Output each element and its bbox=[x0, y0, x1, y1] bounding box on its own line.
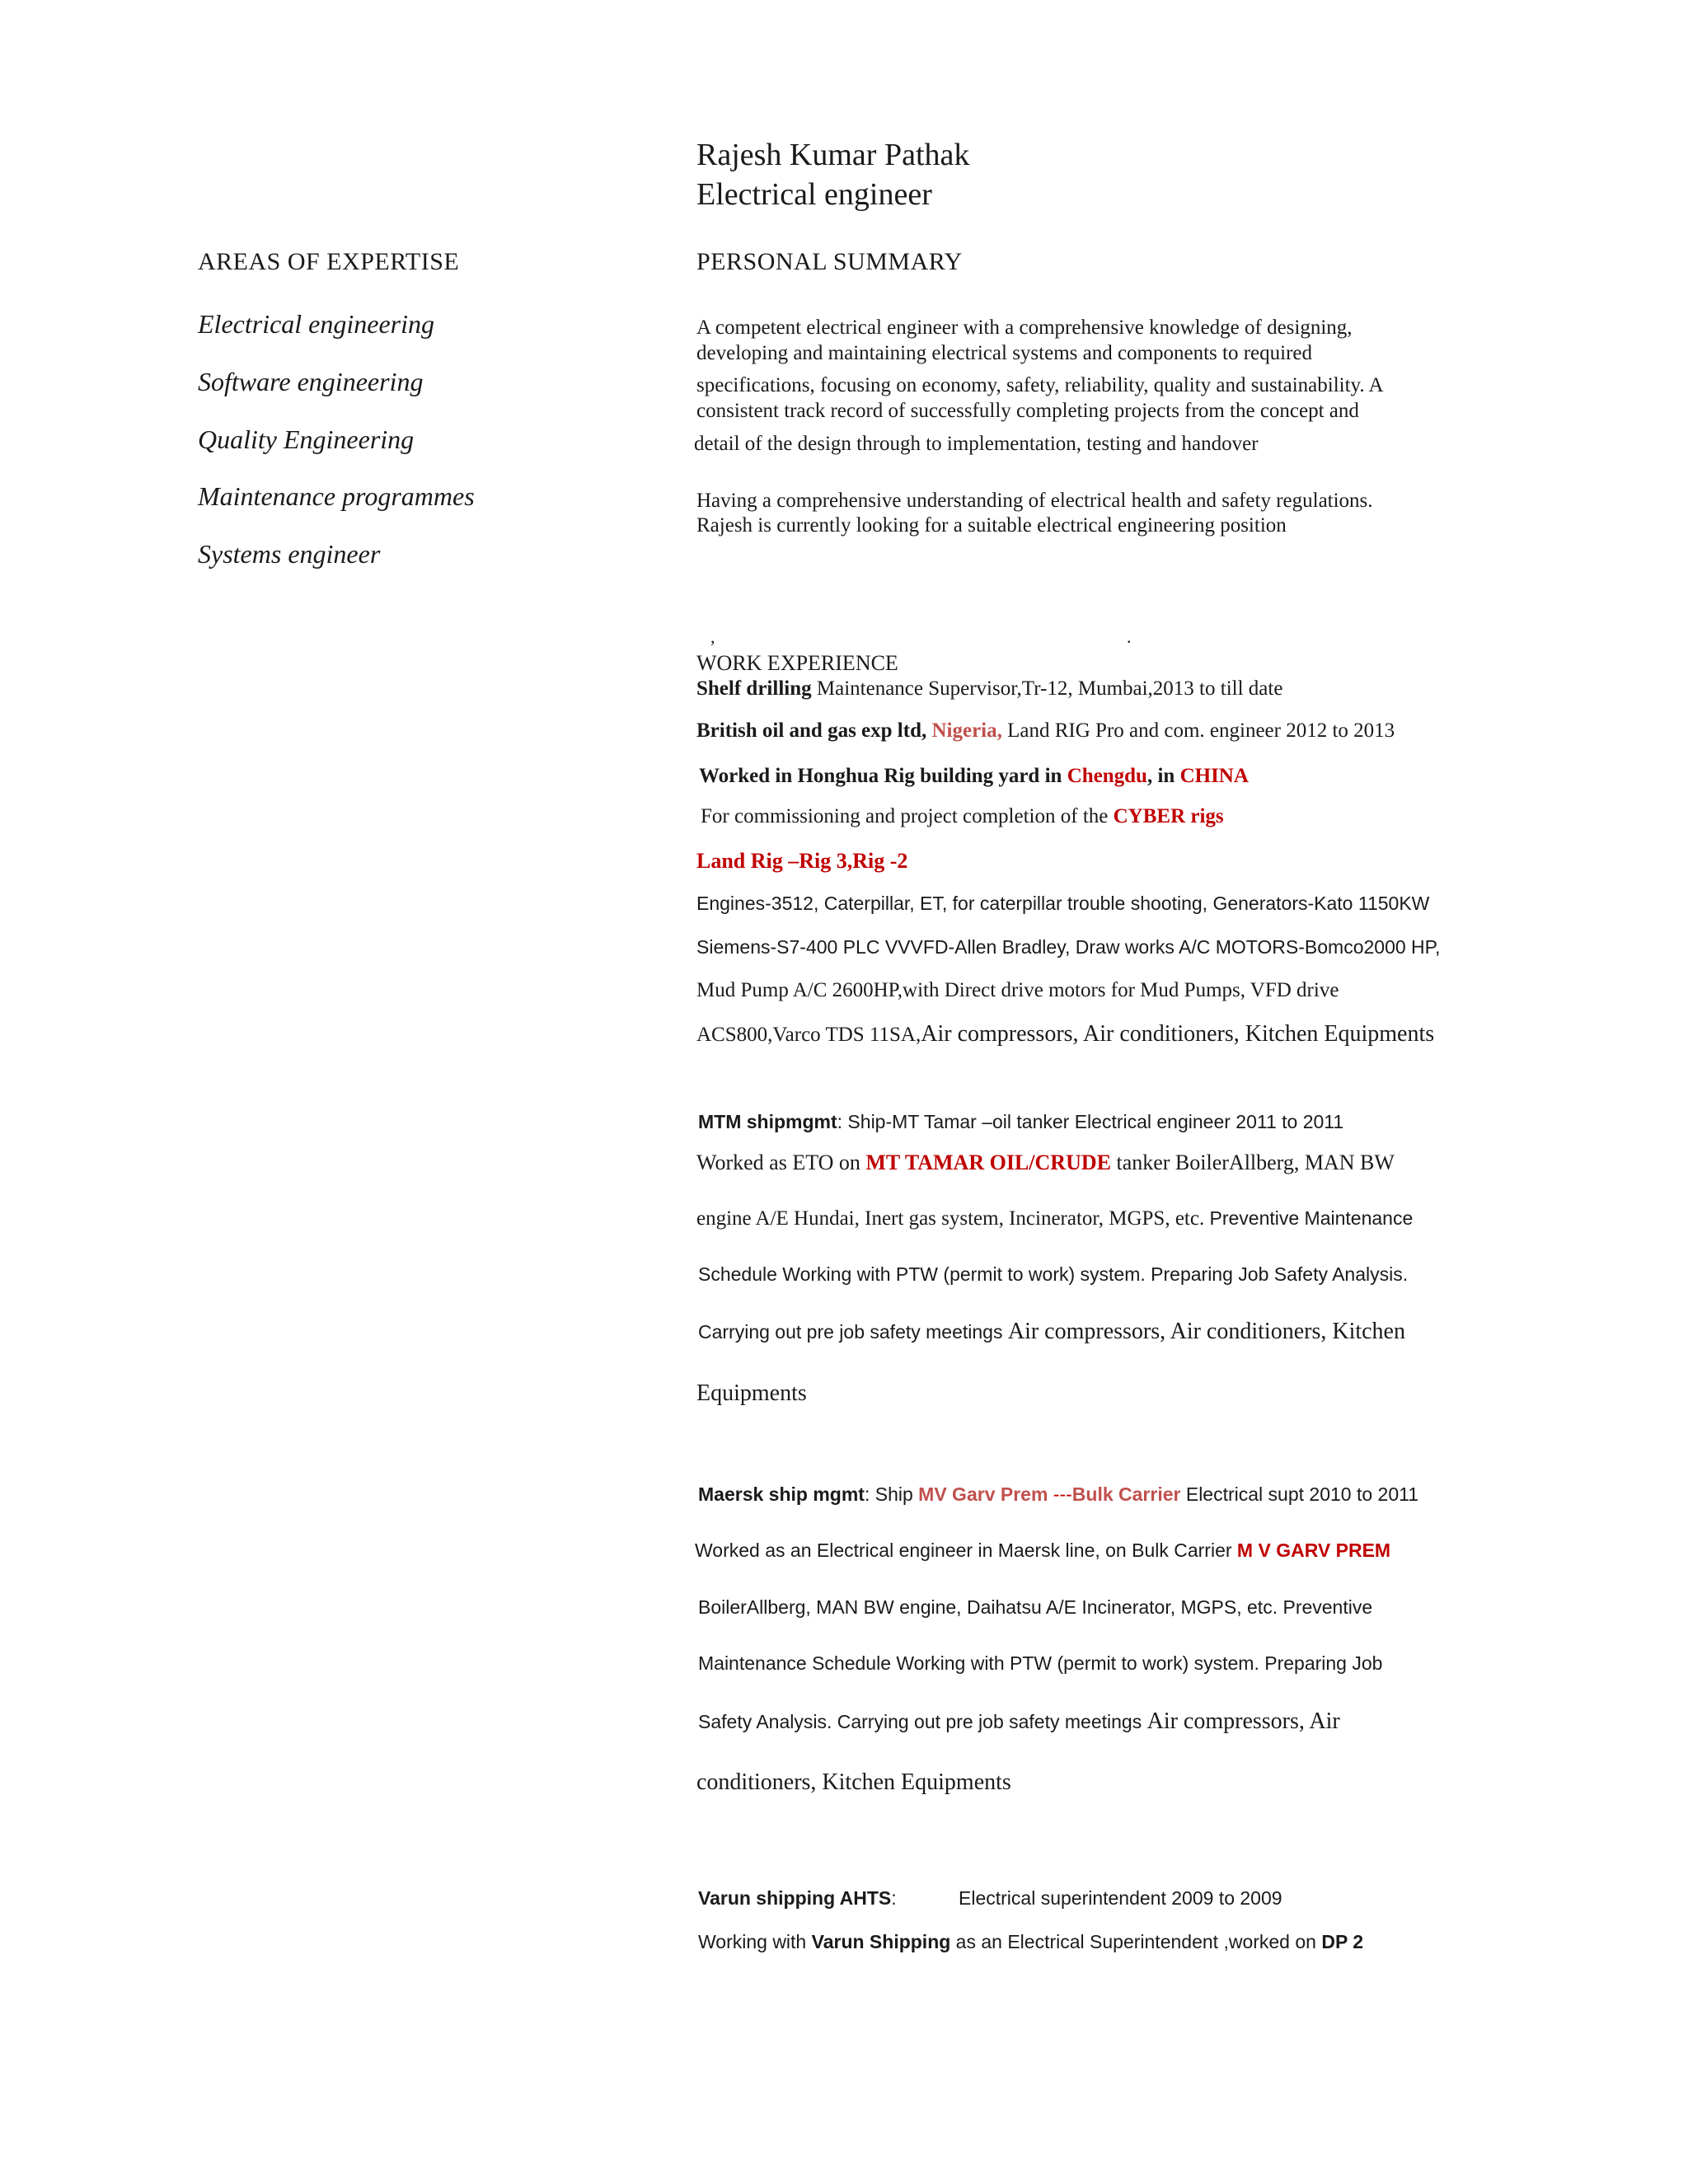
land-rig-heading: Land Rig –Rig 3,Rig -2 bbox=[696, 849, 908, 873]
job-detail: : Ship-MT Tamar –oil tanker Electrical engineer 2011 to 2011 bbox=[837, 1111, 1344, 1132]
mtm-text: Carrying out pre job safety meetings bbox=[698, 1321, 1008, 1343]
expertise-item: Systems engineer bbox=[198, 539, 381, 569]
cyber-rigs: CYBER rigs bbox=[1113, 805, 1224, 827]
job-maersk bbox=[698, 1483, 1418, 1506]
commissioning-text: For commissioning and project completion of the bbox=[701, 805, 1114, 827]
summary-line: Rajesh is currently looking for a suitable electrical engineering position bbox=[696, 514, 1287, 537]
mtm-line bbox=[696, 1151, 1395, 1175]
rig-equipment-line bbox=[696, 1021, 1434, 1047]
maersk-vessel: M V GARV PREM bbox=[1236, 1540, 1391, 1561]
job-detail: Land RIG Pro and com. engineer 2012 to 2013 bbox=[1001, 719, 1395, 742]
summary-line: developing and maintaining electrical systems and components to required bbox=[696, 342, 1313, 364]
summary-heading: PERSONAL SUMMARY bbox=[696, 248, 963, 275]
country: CHINA bbox=[1179, 765, 1249, 787]
ship-dashes: --- bbox=[1048, 1483, 1072, 1505]
rig-aux-equipment: Air compressors, Air conditioners, Kitchen Equipments bbox=[921, 1021, 1435, 1047]
work-experience-heading: WORK EXPERIENCE bbox=[696, 651, 898, 675]
maersk-text: Air compressors, Air bbox=[1146, 1708, 1340, 1734]
job-varun bbox=[698, 1887, 897, 1910]
expertise-item: Software engineering bbox=[198, 367, 424, 396]
job-detail: Electrical supt 2010 to 2011 bbox=[1180, 1483, 1419, 1505]
maersk-line bbox=[695, 1540, 1390, 1562]
maersk-line bbox=[698, 1708, 1340, 1735]
job-shelf-drilling bbox=[696, 677, 1282, 701]
company-name: Maersk ship mgmt bbox=[698, 1483, 865, 1505]
company-name: MTM shipmgmt bbox=[698, 1111, 837, 1132]
varun-dp: DP 2 bbox=[1321, 1931, 1364, 1952]
ship-type: Bulk Carrier bbox=[1071, 1483, 1181, 1505]
candidate-title: Electrical engineer bbox=[696, 177, 932, 212]
expertise-item: Maintenance programmes bbox=[198, 481, 475, 511]
honghua-mid: , in bbox=[1146, 765, 1180, 787]
summary-line: A competent electrical engineer with a comprehensive knowledge of designing, bbox=[696, 316, 1353, 339]
rig-equipment-line: Siemens-S7-400 PLC VVVFD-Allen Bradley, Draw works A/C MOTORS-Bomco2000 HP, bbox=[696, 936, 1441, 958]
city: Chengdu bbox=[1067, 765, 1147, 787]
mtm-text: Air compressors, Air conditioners, Kitchen bbox=[1007, 1319, 1405, 1344]
maersk-line: BoilerAllberg, MAN BW engine, Daihatsu A/E Incinerator, MGPS, etc. Preventive bbox=[698, 1596, 1373, 1618]
expertise-heading: AREAS OF EXPERTISE bbox=[198, 248, 460, 275]
maersk-text: Worked as an Electrical engineer in Maersk line, on Bulk Carrier bbox=[695, 1540, 1237, 1561]
job-mtm bbox=[698, 1111, 1343, 1133]
honghua-line bbox=[699, 765, 1249, 788]
varun-text: Working with bbox=[698, 1931, 812, 1952]
commissioning-line bbox=[701, 805, 1224, 828]
mtm-text: Preventive Maintenance bbox=[1209, 1207, 1414, 1229]
job-detail: : Ship bbox=[864, 1483, 919, 1505]
honghua-prefix: Worked in Honghua Rig building yard in bbox=[699, 765, 1067, 787]
expertise-item: Electrical engineering bbox=[198, 309, 435, 339]
mtm-line bbox=[696, 1207, 1413, 1230]
summary-line: Having a comprehensive understanding of electrical health and safety regulations. bbox=[696, 490, 1373, 512]
maersk-line: conditioners, Kitchen Equipments bbox=[696, 1769, 1011, 1795]
company-name: British oil and gas exp ltd, bbox=[696, 719, 927, 742]
rig-drive-detail: ACS800,Varco TDS 11SA, bbox=[696, 1024, 921, 1046]
job-detail: Maintenance Supervisor,Tr-12, Mumbai,2013 to till date bbox=[811, 677, 1283, 700]
mtm-text: engine A/E Hundai, Inert gas system, Incinerator, MGPS, etc. bbox=[696, 1207, 1210, 1230]
job-british-oil bbox=[696, 719, 1395, 743]
maersk-line: Maintenance Schedule Working with PTW (permit to work) system. Preparing Job bbox=[698, 1652, 1383, 1674]
mtm-line: Schedule Working with PTW (permit to work) system. Preparing Job Safety Analysis. bbox=[698, 1263, 1409, 1285]
ship-name: MV Garv Prem bbox=[918, 1483, 1048, 1505]
summary-line: specifications, focusing on economy, safety, reliability, quality and sustainability. A bbox=[696, 374, 1384, 396]
job-detail: : bbox=[891, 1887, 897, 1909]
mtm-vessel: MT TAMAR OIL/CRUDE bbox=[865, 1151, 1111, 1174]
maersk-text: Safety Analysis. Carrying out pre job safety meetings bbox=[698, 1711, 1147, 1732]
company-name: Varun shipping AHTS bbox=[698, 1887, 892, 1909]
rig-equipment-line: Engines-3512, Caterpillar, ET, for caterpillar trouble shooting, Generators-Kato 1150KW bbox=[696, 893, 1430, 914]
stray-comma: , bbox=[710, 626, 715, 647]
company-name: Shelf drilling bbox=[696, 677, 812, 700]
varun-role: Electrical superintendent 2009 to 2009 bbox=[959, 1887, 1282, 1909]
job-location: Nigeria, bbox=[926, 719, 1002, 742]
expertise-item: Quality Engineering bbox=[198, 424, 415, 454]
rig-equipment-line: Mud Pump A/C 2600HP,with Direct drive motors for Mud Pumps, VFD drive bbox=[696, 979, 1339, 1001]
mtm-line: Equipments bbox=[696, 1380, 807, 1406]
mtm-text: tanker BoilerAllberg, MAN BW bbox=[1110, 1151, 1395, 1174]
varun-line bbox=[698, 1931, 1363, 1953]
mtm-text: Worked as ETO on bbox=[696, 1151, 866, 1174]
summary-line: consistent track record of successfully completing projects from the concept and bbox=[696, 400, 1359, 422]
mtm-line bbox=[698, 1319, 1405, 1345]
stray-dot: . bbox=[1127, 626, 1132, 647]
summary-line: detail of the design through to implementation, testing and handover bbox=[694, 433, 1259, 455]
varun-company: Varun Shipping bbox=[811, 1931, 951, 1952]
candidate-name: Rajesh Kumar Pathak bbox=[696, 138, 970, 172]
varun-text: as an Electrical Superintendent ,worked on bbox=[950, 1931, 1322, 1952]
